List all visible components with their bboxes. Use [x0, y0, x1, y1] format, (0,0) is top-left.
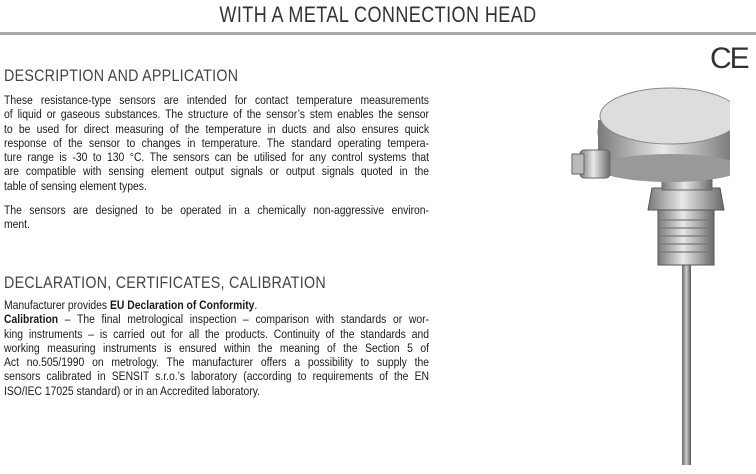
text-line: are compatible with sensing element output signals or output signals quoted in the: [4, 164, 429, 179]
text-line: ment.: [4, 217, 30, 232]
section-heading-description: DESCRIPTION AND APPLICATION: [4, 66, 239, 85]
calibration-bold: Calibration: [4, 312, 59, 327]
declaration-text: [4, 298, 429, 398]
text-line: ture range is -30 to 130 °C. The sensors can be utilised for any control systems that: [4, 150, 429, 165]
text-span: – The final metrological inspection – comparison with standards or wor-: [58, 312, 429, 327]
section-heading-declaration: DECLARATION, CERTIFICATES, CALIBRATION: [4, 273, 326, 292]
ce-mark: CE: [710, 42, 748, 75]
text-line: [4, 298, 429, 312]
text-line: [4, 312, 429, 326]
text-line: sensors calibrated in SENSIT s.r.o.’s laboratory (according to requirements of the EN: [4, 369, 429, 384]
text-line: The sensors are designed to be operated in a chemically non-aggressive environ-: [4, 203, 429, 218]
text-line: of liquid or gaseous substances. The structure of the sensor’s stem enables the sensor: [4, 107, 429, 122]
text-span: .: [254, 298, 258, 312]
text-line: Act no.505/1990 on metrology. The manufacturer offers a possibility to supply the: [4, 355, 429, 370]
sensor-product-image: [490, 80, 730, 470]
description-text: [4, 93, 429, 232]
text-line: response of the sensor to changes in temperature. The standard operating tempera-: [4, 135, 429, 150]
text-line: king instruments – is carried out for all the products. Continuity of the standards and: [4, 326, 429, 341]
header-rule: [0, 32, 756, 35]
text-line: to be used for direct measuring of the temperature in ducts and also ensures quick: [4, 121, 429, 136]
text-span: Manufacturer provides: [4, 298, 110, 312]
text-line: ISO/IEC 17025 standard) or in an Accredited laboratory.: [4, 383, 261, 398]
eu-declaration-bold: EU Declaration of Conformity: [109, 298, 255, 312]
text-line: These resistance-type sensors are intended for contact temperature measurements: [4, 93, 429, 107]
text-line: working measuring instruments is ensured within the meaning of the Section 5 of: [4, 340, 429, 355]
page-title: WITH A METAL CONNECTION HEAD: [219, 2, 537, 27]
text-line: table of sensing element types.: [4, 178, 147, 193]
